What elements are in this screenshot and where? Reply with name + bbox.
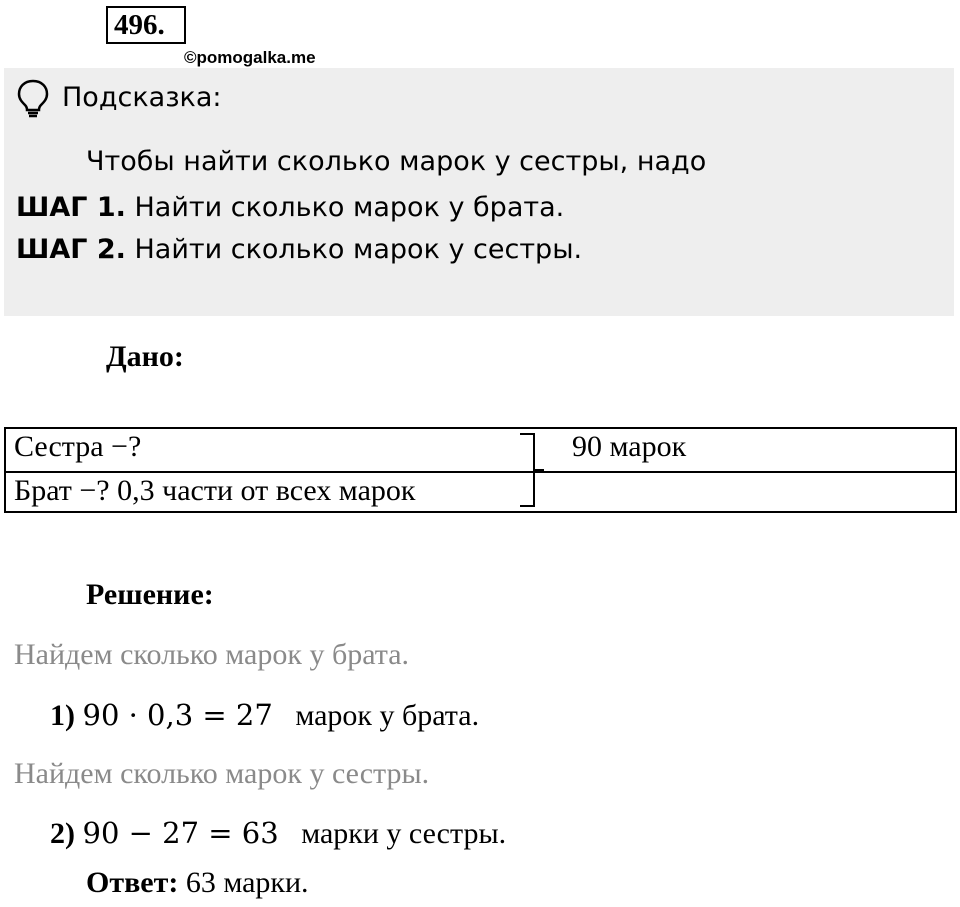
hint-step-2 [16, 234, 582, 265]
brace-icon [516, 430, 546, 512]
given-label: Дано: [106, 340, 184, 373]
step-1-expression: 90 · 0,3 = 27 [82, 698, 273, 732]
hint-step-2-label: ШАГ 2. [16, 234, 126, 265]
given-row-brother: Брат −? 0,3 части от всех марок [14, 474, 416, 507]
hint-intro: Чтобы найти сколько марок у сестры, надо [86, 146, 707, 177]
solution-step-2 [50, 816, 506, 851]
lightbulb-icon [16, 78, 50, 118]
hint-step-1-text: Найти сколько марок у брата. [134, 192, 565, 223]
given-row-sister: Сестра −? [14, 430, 142, 463]
hint-step-1-label: ШАГ 1. [16, 192, 126, 223]
solution-note-2: Найдем сколько марок у сестры. [14, 757, 430, 790]
solution-note-1: Найдем сколько марок у брата. [14, 638, 410, 671]
step-1-number: 1) [50, 699, 75, 732]
answer-label: Ответ: [86, 866, 179, 899]
hint-title: Подсказка: [62, 82, 222, 113]
row-divider [6, 471, 955, 473]
hint-step-2-text: Найти сколько марок у сестры. [134, 234, 583, 265]
hint-step-1 [16, 192, 564, 223]
solution-step-1 [50, 698, 479, 733]
watermark: ©pomogalka.me [184, 48, 316, 67]
step-2-expression: 90 − 27 = 63 [82, 816, 279, 850]
step-2-text: марки у сестры. [301, 817, 507, 850]
answer-text: 63 марки. [185, 866, 309, 899]
step-2-number: 2) [50, 817, 75, 850]
step-1-text: марок у брата. [295, 699, 480, 732]
answer-line [86, 866, 309, 900]
given-total: 90 марок [572, 430, 687, 463]
task-number: 496. [106, 6, 186, 44]
solution-label: Решение: [86, 578, 214, 611]
